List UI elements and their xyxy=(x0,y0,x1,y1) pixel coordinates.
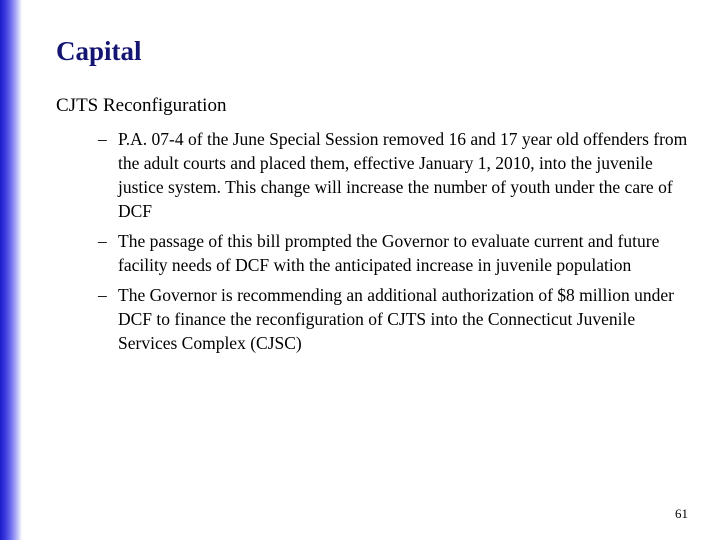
dash-icon: – xyxy=(98,129,107,149)
bullet-list xyxy=(98,127,688,361)
bullet-text: P.A. 07-4 of the June Special Session removed 16 and 17 year old offenders from the adult courts and placed them, effective January 1, 2010, into the juvenile justice system. This change will increase the number of youth under the care of DCF xyxy=(118,129,688,221)
subheading: CJTS Reconfiguration xyxy=(56,95,227,116)
bullet-item xyxy=(98,283,688,355)
bullet-text: The Governor is recommending an additional authorization of $8 million under DCF to finance the reconfiguration of CJTS into the Connecticut Juvenile Services Complex (CJSC) xyxy=(118,285,674,353)
page-number: 61 xyxy=(675,506,688,521)
dash-icon: – xyxy=(98,285,107,305)
bullet-item xyxy=(98,229,688,277)
slide-title: Capital xyxy=(56,36,142,66)
dash-icon: – xyxy=(98,231,107,251)
bullet-text: The passage of this bill prompted the Governor to evaluate current and future facility needs of DCF with the anticipated increase in juvenile population xyxy=(118,231,660,275)
bullet-item xyxy=(98,127,688,223)
side-gradient-bar xyxy=(0,0,22,540)
